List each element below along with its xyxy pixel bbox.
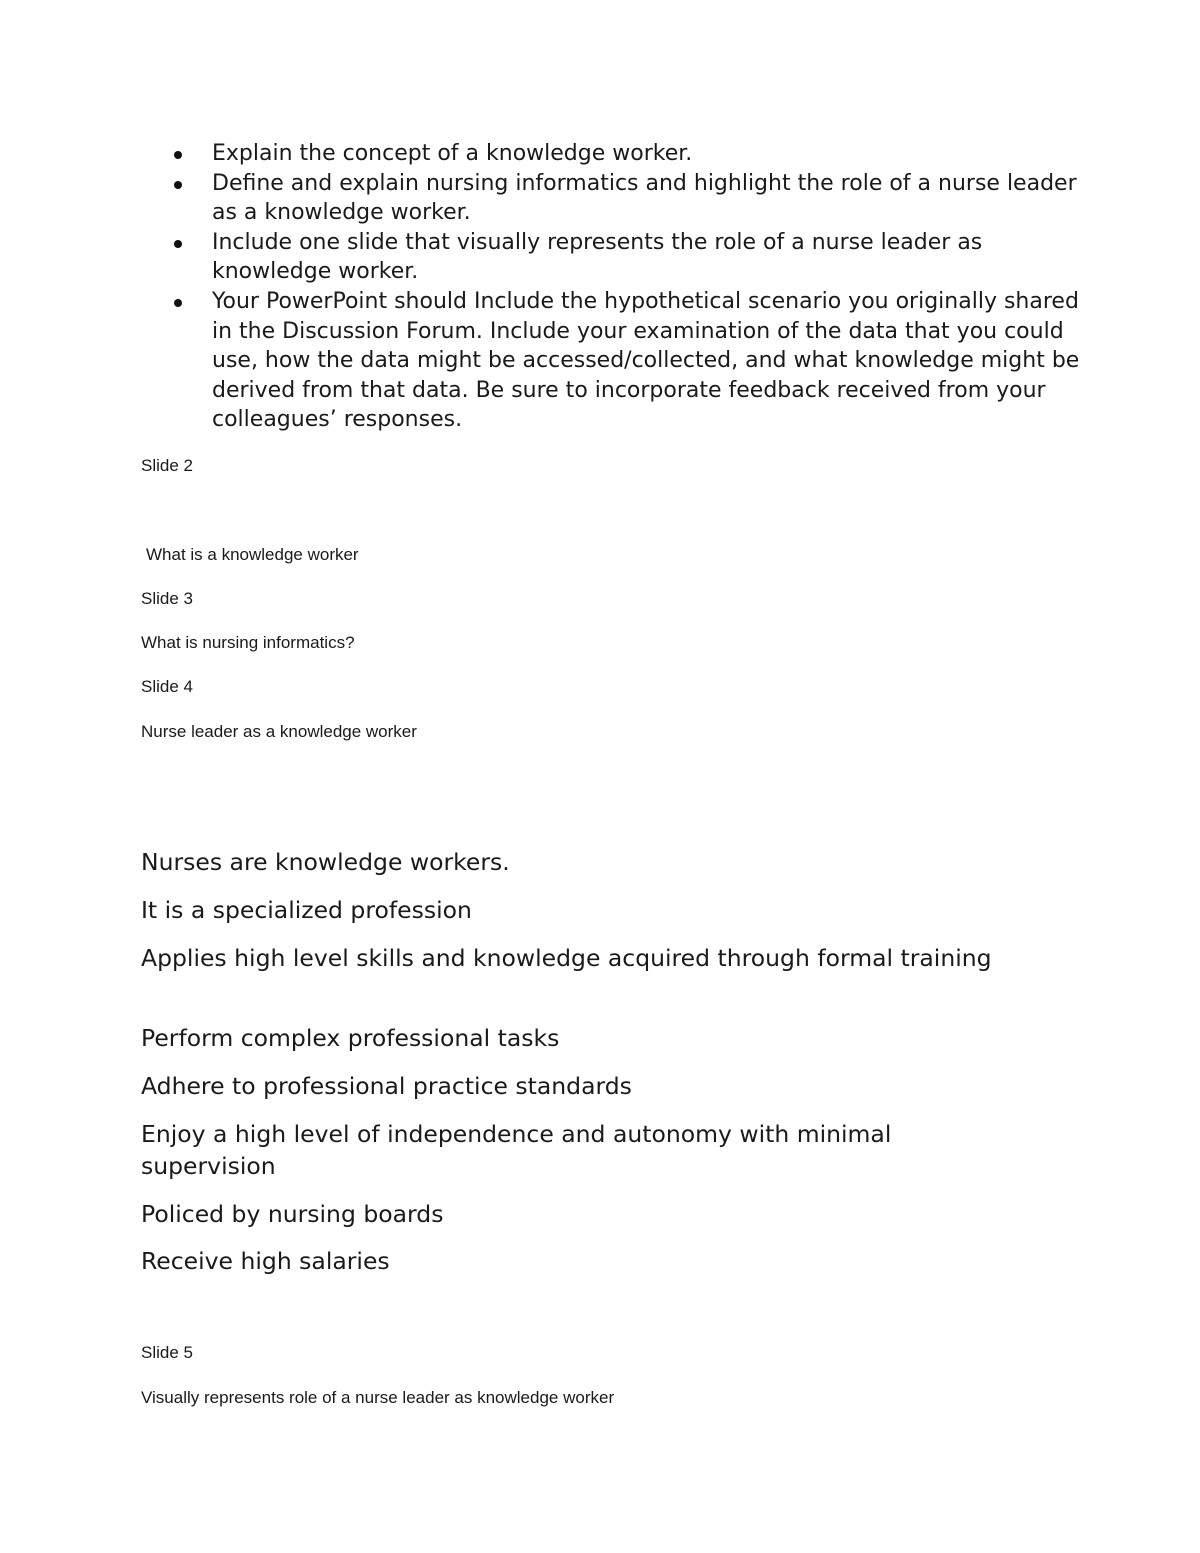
instruction-text: Explain the concept of a knowledge worker. bbox=[212, 141, 693, 166]
instruction-list bbox=[142, 139, 1082, 435]
list-item bbox=[142, 139, 1082, 169]
list-item bbox=[142, 287, 1082, 435]
slide-4-point: Applies high level skills and knowledge acquired through formal training bbox=[141, 944, 992, 972]
bullet-icon bbox=[174, 240, 182, 248]
slide-3-title: What is nursing informatics? bbox=[141, 633, 355, 652]
slide-4-label: Slide 4 bbox=[141, 677, 193, 696]
bullet-icon bbox=[174, 181, 182, 189]
list-item bbox=[142, 169, 1082, 228]
slide-4-point: Policed by nursing boards bbox=[141, 1200, 444, 1228]
slide-5-label: Slide 5 bbox=[141, 1343, 193, 1362]
slide-4-point: Nurses are knowledge workers. bbox=[141, 848, 510, 876]
slide-4-point: It is a specialized profession bbox=[141, 896, 472, 924]
slide-4-point: Receive high salaries bbox=[141, 1247, 390, 1275]
instruction-text: Define and explain nursing informatics and highlight the role of a nurse leader as a knowledge worker. bbox=[212, 170, 1077, 226]
slide-3-label: Slide 3 bbox=[141, 589, 193, 608]
slide-4-point: Adhere to professional practice standards bbox=[141, 1072, 632, 1100]
bullet-icon bbox=[174, 151, 182, 159]
slide-5-title: Visually represents role of a nurse leader as knowledge worker bbox=[141, 1388, 615, 1407]
slide-2-label: Slide 2 bbox=[141, 456, 193, 475]
instruction-text: Your PowerPoint should Include the hypothetical scenario you originally shared in the Discussion Forum. Include your examination of the data that you could use, how the data might be accessed/collected, and what knowledge might be derived from that data. Be sure to incorporate feedback received from your colleagues’ responses. bbox=[212, 288, 1080, 433]
slide-4-point: Enjoy a high level of independence and autonomy with minimal supervision bbox=[141, 1120, 892, 1180]
slide-2-title: What is a knowledge worker bbox=[146, 545, 359, 564]
slide-4-point: Perform complex professional tasks bbox=[141, 1024, 560, 1052]
slide-4-title: Nurse leader as a knowledge worker bbox=[141, 722, 417, 741]
instruction-text: Include one slide that visually represents the role of a nurse leader as knowledge worker. bbox=[212, 229, 983, 285]
list-item bbox=[142, 228, 1082, 287]
bullet-icon bbox=[174, 299, 182, 307]
